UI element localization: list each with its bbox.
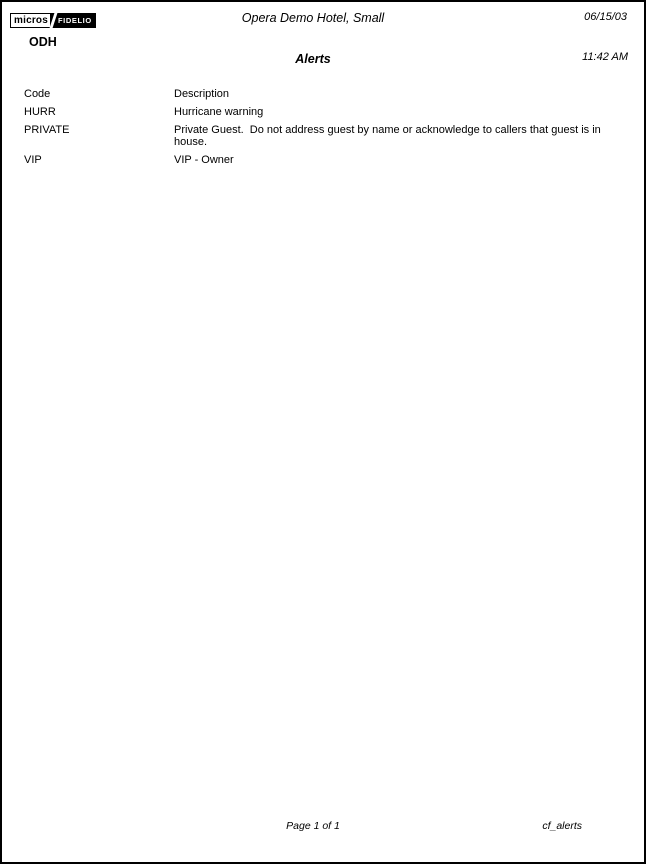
table-row — [24, 154, 624, 166]
column-header-code: Code — [24, 88, 51, 100]
report-date: 06/15/03 — [584, 11, 627, 23]
micros-logo-text: micros — [10, 13, 51, 28]
hotel-name: Opera Demo Hotel, Small — [241, 11, 385, 25]
report-title: Alerts — [295, 52, 331, 66]
alerts-table — [24, 88, 624, 172]
alert-code: PRIVATE — [24, 124, 70, 136]
table-header-row — [24, 88, 624, 100]
alert-code: HURR — [24, 106, 56, 118]
property-code: ODH — [29, 35, 57, 49]
column-header-description: Description — [174, 88, 230, 100]
alert-description: Private Guest. Do not address guest by name or acknowledge to callers that guest is in house. — [174, 124, 604, 148]
alert-description: VIP - Owner — [174, 154, 234, 166]
alert-code: VIP — [24, 154, 42, 166]
report-time: 11:42 AM — [582, 51, 628, 63]
report-id: cf_alerts — [542, 820, 582, 832]
table-row — [24, 124, 624, 148]
fidelio-logo-text: FIDELIO — [51, 13, 96, 28]
page-number: Page 1 of 1 — [286, 820, 340, 832]
table-row — [24, 106, 624, 118]
alert-description: Hurricane warning — [174, 106, 264, 118]
